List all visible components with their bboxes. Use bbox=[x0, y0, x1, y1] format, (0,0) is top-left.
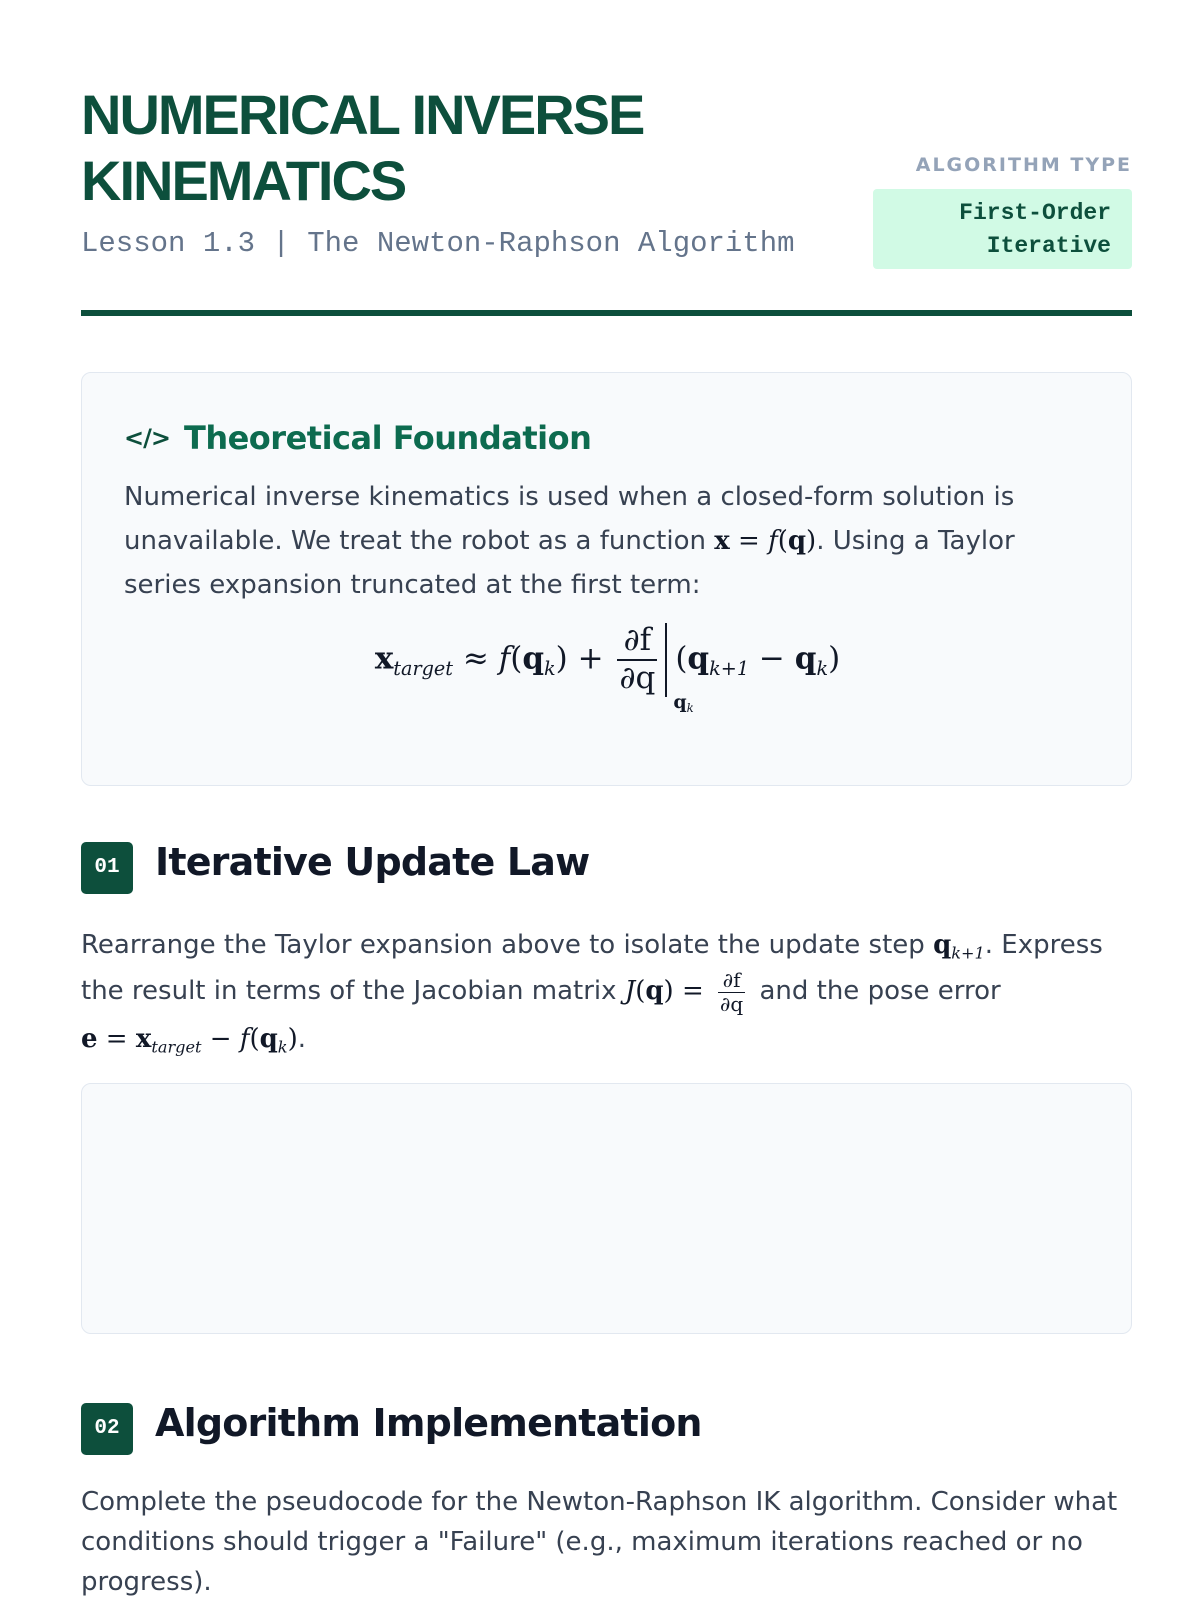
math-eq: = bbox=[729, 526, 769, 556]
theory-card bbox=[81, 372, 1132, 786]
page-title-line-1: NUMERICAL INVERSE bbox=[81, 83, 644, 146]
theory-paragraph bbox=[124, 475, 1044, 607]
math-q: q bbox=[259, 1023, 278, 1054]
inline-math-error: $e = x_{target} - f(q_k)$ bbox=[81, 1023, 298, 1057]
theory-line-2-text: unavailable. We treat the robot as a function bbox=[124, 526, 715, 556]
fraction-num: ∂f bbox=[718, 969, 745, 993]
eq-q-current: q bbox=[794, 640, 817, 677]
math-sub: target bbox=[151, 1037, 202, 1057]
math-eq: = bbox=[97, 1023, 136, 1054]
theory-line-1: Numerical inverse kinematics is used when a closed-form solution is bbox=[124, 482, 1015, 512]
eq-x: x bbox=[374, 640, 394, 677]
instruction-line-2-tail: and the pose error bbox=[751, 976, 1001, 1006]
page-title bbox=[81, 82, 841, 214]
math-q: q bbox=[787, 526, 807, 556]
instruction-line-2 bbox=[81, 968, 1132, 1016]
instruction-line-3: progress). bbox=[81, 1567, 212, 1597]
eq-minus: − bbox=[749, 640, 795, 677]
algorithm-type-label: ALGORITHM TYPE bbox=[915, 154, 1132, 176]
code-icon: </> bbox=[124, 424, 170, 452]
inline-math-jacobian: J(q) = $\frac{\partial f}{\partial q}$ bbox=[624, 967, 744, 1016]
eq-evaluation-bar bbox=[665, 623, 694, 716]
math-open: ( bbox=[777, 526, 788, 556]
theory-heading bbox=[124, 419, 591, 457]
eq-x-sub: target bbox=[393, 657, 454, 681]
algorithm-type-line-2: Iterative bbox=[986, 233, 1111, 259]
eq-approx: ≈ bbox=[453, 640, 499, 677]
header-divider bbox=[81, 310, 1132, 316]
instruction-line-1-tail: . Express bbox=[984, 930, 1103, 960]
eq-partial-num: ∂f bbox=[617, 623, 657, 661]
math-J: J bbox=[624, 976, 636, 1006]
page-title-line-2: KINEMATICS bbox=[81, 149, 406, 212]
math-close: ) bbox=[806, 526, 817, 556]
theory-line-3: series expansion truncated at the first term: bbox=[124, 570, 701, 600]
math-eq: = bbox=[673, 976, 713, 1006]
section-number-badge: 01 bbox=[81, 842, 133, 894]
algorithm-type-badge bbox=[873, 189, 1132, 269]
math-q: q bbox=[645, 976, 664, 1006]
instruction-line-2: conditions should trigger a "Failure" (e.g., maximum iterations reached or no bbox=[81, 1527, 1083, 1557]
eq-eval-at bbox=[673, 691, 694, 716]
inline-math-x-eq-fq bbox=[714, 526, 816, 556]
math-x: x bbox=[714, 526, 730, 556]
eq-partial-den: ∂q bbox=[619, 660, 656, 696]
eq-k: k bbox=[544, 657, 556, 681]
eq-k-current: k bbox=[816, 657, 829, 681]
eq-partial-fraction bbox=[617, 623, 657, 696]
section-title: Iterative Update Law bbox=[155, 840, 590, 884]
lesson-header bbox=[81, 82, 1132, 312]
math-e: e bbox=[81, 1023, 98, 1054]
eq-q: q bbox=[522, 640, 544, 677]
theory-title: Theoretical Foundation bbox=[183, 419, 592, 457]
answer-input-area[interactable] bbox=[81, 1083, 1132, 1334]
eq-plus: + bbox=[567, 640, 614, 677]
algorithm-type-line-1: First-Order bbox=[959, 200, 1111, 226]
section-number-badge: 02 bbox=[81, 1403, 133, 1455]
section-title: Algorithm Implementation bbox=[155, 1401, 702, 1445]
instruction-line-3 bbox=[81, 1016, 1132, 1062]
instruction-line-3-end: . bbox=[297, 1023, 306, 1054]
eq-f: f bbox=[498, 640, 511, 677]
inline-math-q-k1 bbox=[933, 930, 985, 963]
eq-q-next: q bbox=[687, 640, 710, 677]
instruction-line-1 bbox=[81, 922, 1132, 968]
instruction-line-1-text: Rearrange the Taylor expansion above to isolate the update step bbox=[81, 930, 934, 960]
math-k: k bbox=[277, 1037, 288, 1057]
math-f: f bbox=[239, 1023, 250, 1054]
instruction-line-2-text: the result in terms of the Jacobian matrix bbox=[81, 976, 625, 1006]
eq-k-plus-1: k+1 bbox=[709, 657, 750, 681]
math-f: f bbox=[768, 526, 778, 556]
jacobian-fraction bbox=[718, 969, 745, 1016]
theory-line-2 bbox=[124, 519, 1044, 563]
section-instructions bbox=[81, 1482, 1132, 1602]
theory-line-2-tail: . Using a Taylor bbox=[816, 526, 1015, 556]
math-x: x bbox=[135, 1023, 152, 1054]
math-q: q bbox=[933, 930, 952, 960]
eq-eval-k: k bbox=[686, 701, 694, 716]
lesson-subtitle: Lesson 1.3 | The Newton-Raphson Algorithm bbox=[81, 227, 795, 260]
math-minus: − bbox=[201, 1023, 240, 1054]
fraction-den: ∂q bbox=[720, 991, 744, 1016]
instruction-line-1: Complete the pseudocode for the Newton-Raphson IK algorithm. Consider what bbox=[81, 1487, 1118, 1517]
section-instructions bbox=[81, 922, 1132, 1062]
eq-eval-q: q bbox=[673, 691, 687, 713]
taylor-equation: $x_{target} \approx f(q_k)$ + $\frac{\partial f}{\partial q}$ $q_k$ $(q_{k+1} - q_k)$ bbox=[374, 622, 841, 716]
math-sub: k+1 bbox=[951, 943, 985, 963]
